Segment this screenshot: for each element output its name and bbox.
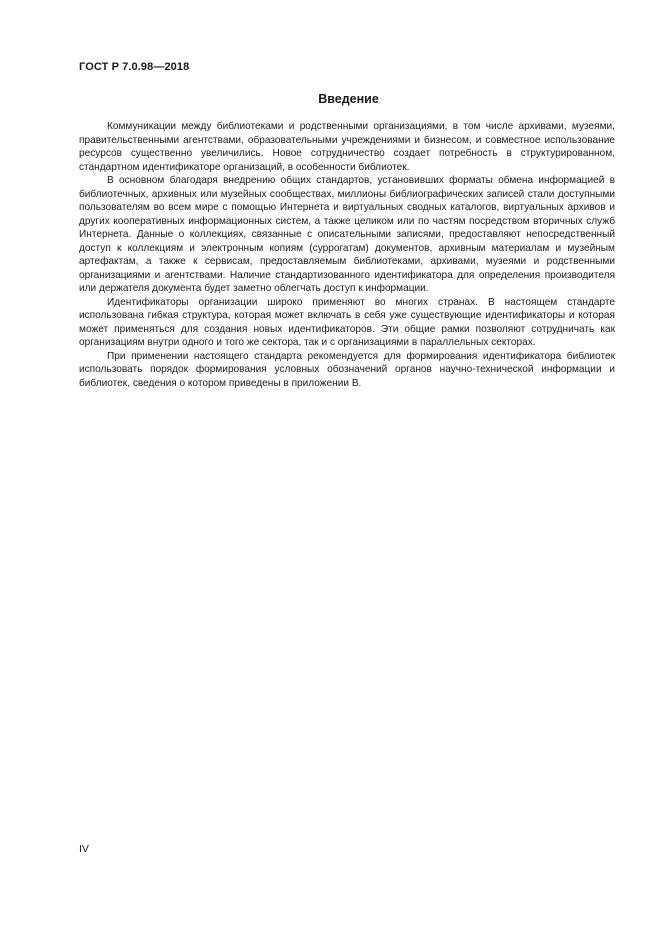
paragraph-1: Коммуникации между библиотеками и родственными организациями, в том числе архивами, музеями, правительственными агентствами, образовательными учреждениями и бизнесом, и совместное использование ресурсов существенно увеличились. Новое сотрудничество создает потребность в структурированном, стандартном идентификаторе организаций, в особенности библиотек.: [79, 121, 615, 173]
paragraph-4: При применении настоящего стандарта рекомендуется для формирования идентификатора библиотек использовать порядок формирования условных обозначений органов научно-технической информации и библиотек, сведения о котором приведены в приложении В.: [79, 350, 615, 389]
section-title: Введение: [318, 92, 379, 106]
paragraph-3: Идентификаторы организации широко применяют во многих странах. В настоящем стандарте использована гибкая структура, которая может включать в себя уже существующие идентификаторы и которая может применяться для создания новых идентификаторов. Эти общие рамки позволяют сотрудничать как организациям внутри одного и того же сектора, так и с организациями в параллельных секторах.: [79, 296, 615, 348]
page-number: IV: [79, 843, 89, 855]
standard-code: ГОСТ Р 7.0.98—2018: [79, 61, 190, 73]
body-text: [79, 120, 615, 390]
paragraph-2: В основном благодаря внедрению общих стандартов, установивших форматы обмена информацией в библиотечных, архивных или музейных сообществах, миллионы библиографических записей стали доступными пользователям во всем мире с помощью Интернета и виртуальных сводных каталогов, виртуальных архивов и других кооперативных информационных систем, а также целиком или по частям посредством вторичных служб Интернета. Данные о коллекциях, связанные с описательными записями, предоставляют непосредственный доступ к коллекциям и электронным копиям (суррогатам) документов, архивным материалам и музейным артефактам, а также к сервисам, предоставляемым библиотеками, архивами, музеями и родственными организациями и агентствами. Наличие стандартизованного идентификатора для определения производителя или держателя документа будет заметно облегчать доступ к информации.: [79, 175, 615, 294]
